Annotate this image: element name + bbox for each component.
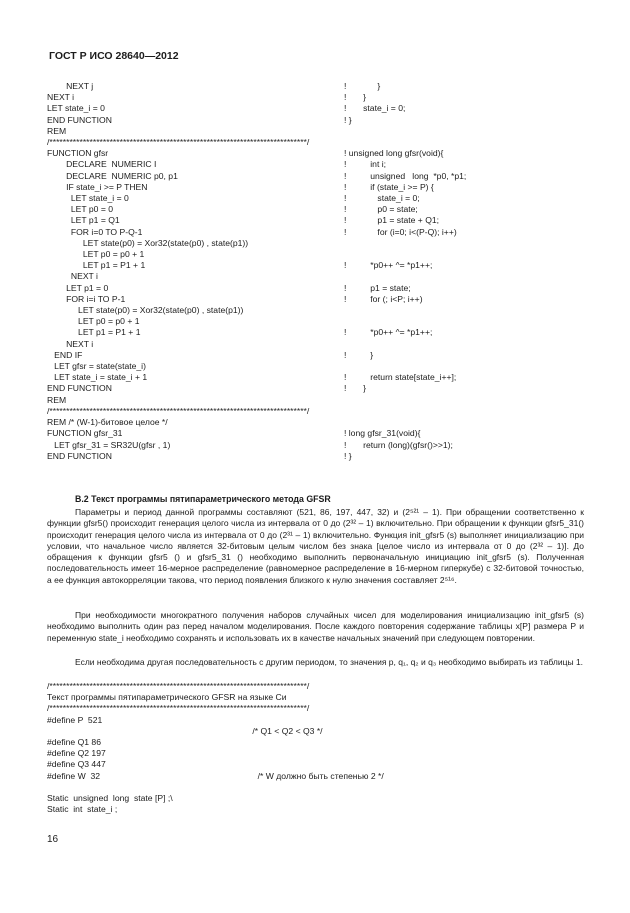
- code-line: LET state_i = 0: [47, 193, 129, 204]
- paragraph-1: [47, 507, 584, 586]
- code-line: Текст программы пятипараметрического GFSR на языке Си: [47, 692, 287, 703]
- code-line: ! state_i = 0;: [344, 103, 406, 114]
- code-line: LET gfsr_31 = SR32U(gfsr , 1): [47, 439, 171, 450]
- code-line: #define Q3 447: [47, 759, 106, 770]
- code-line: FUNCTION gfsr: [47, 148, 109, 159]
- c-source-listing: [47, 681, 384, 815]
- code-line: ! }: [344, 349, 374, 360]
- code-line: /*****************************************************************************/: [47, 405, 310, 416]
- code-line: LET p0 = p0 + 1: [47, 249, 145, 260]
- code-line: [344, 238, 466, 249]
- code-line: LET p1 = Q1: [47, 215, 120, 226]
- code-line: REM: [47, 394, 67, 405]
- code-line: Static unsigned long state [P] ;\: [47, 793, 173, 804]
- code-line: [344, 395, 466, 406]
- basic-code-listing: [47, 81, 309, 462]
- paragraph-3-text: Если необходима другая последовательность с другим периодом, то значения p, q₁, q₂ и q₃ необходимо выбирать из таблицы 1.: [75, 657, 584, 667]
- code-line: [344, 406, 466, 417]
- code-line: [344, 417, 466, 428]
- code-line: /*****************************************************************************/: [47, 681, 310, 691]
- code-line: FOR i=0 TO P-Q-1: [47, 226, 143, 237]
- code-line: DECLARE NUMERIC I: [47, 159, 157, 170]
- code-line: LET state(p0) = Xor32(state(p0) , state(p1)): [47, 237, 249, 248]
- code-line: [344, 249, 466, 260]
- code-line: [47, 782, 384, 793]
- code-line: #define W 32 /* W должно быть степенью 2 */: [47, 770, 384, 781]
- code-line: #define P 521: [47, 714, 103, 725]
- code-line: END FUNCTION: [47, 383, 112, 394]
- paragraph-2-text: При необходимости многократного получения наборов случайных чисел для моделирования инициализацию init_gfsr5 (s) необходимо выполнить один раз перед началом моделирования. После каждого повторения содержание таблицы x[P] размера P и переменную state_i необходимо сохранять и использовать их в качестве начальных значений при следующем повторении.: [47, 610, 584, 643]
- code-line: [344, 361, 466, 372]
- code-line: LET state_i = 0: [47, 103, 105, 114]
- page-header: ГОСТ Р ИСО 28640—2012: [49, 50, 179, 62]
- code-line: [344, 271, 466, 282]
- code-line: ! *p0++ ^= *p1++;: [344, 327, 433, 338]
- code-line: NEXT i: [47, 271, 98, 282]
- code-line: NEXT i: [47, 92, 75, 103]
- code-line: ! int i;: [344, 159, 387, 170]
- code-line: ! }: [344, 383, 366, 394]
- code-line: ! unsigned long gfsr(void){: [344, 148, 444, 159]
- code-line: NEXT i: [47, 338, 94, 349]
- code-line: REM /* (W-1)-битовое целое */: [47, 417, 168, 428]
- code-line: END FUNCTION: [47, 114, 112, 125]
- code-line: ! }: [344, 92, 366, 103]
- code-line: LET p1 = P1 + 1: [47, 260, 146, 271]
- code-line: LET p1 = P1 + 1: [47, 327, 141, 338]
- code-line: [344, 305, 466, 316]
- code-line: FOR i=i TO P-1: [47, 293, 126, 304]
- code-line: ! }: [344, 114, 352, 125]
- c-code-listing: [344, 81, 466, 462]
- code-line: ! p1 = state + Q1;: [344, 215, 440, 226]
- code-line: ! for (i=0; i<(P-Q); i++): [344, 226, 457, 237]
- code-line: #define Q1 86: [47, 737, 101, 748]
- code-line: ! unsigned long *p0, *p1;: [344, 170, 467, 181]
- code-line: ! }: [344, 450, 352, 461]
- code-line: LET state_i = state_i + 1: [47, 372, 148, 383]
- code-line: ! return (long)(gfsr()>>1);: [344, 439, 453, 450]
- code-line: [344, 137, 466, 148]
- page-number: 16: [47, 834, 59, 845]
- code-line: ! return state[state_i++];: [344, 372, 457, 383]
- code-line: /*****************************************************************************/: [47, 703, 310, 714]
- code-line: ! if (state_i >= P) {: [344, 181, 434, 192]
- code-line: LET p0 = 0: [47, 204, 114, 215]
- code-line: ! }: [344, 81, 381, 91]
- code-line: FUNCTION gfsr_31: [47, 428, 123, 439]
- code-line: /*****************************************************************************/: [47, 137, 310, 148]
- code-line: ! p0 = state;: [344, 204, 418, 215]
- code-line: LET gfsr = state(state_i): [47, 361, 146, 372]
- code-line: LET p0 = p0 + 1: [47, 316, 140, 327]
- code-line: ! *p0++ ^= *p1++;: [344, 260, 433, 271]
- code-line: END IF: [47, 349, 83, 360]
- paragraph-1-text: Параметры и период данной программы составляют (521, 86, 197, 447, 32) и (2⁵²¹ – 1). При обращении соответственно к функции gfsr5() происходит генерация целого числа из интервала от 0 до (2³² – 1) включительно. При обращении к функции gfsr5_31() происходит генерация целого числа из интервала от 0 до (2³¹ – 1) включительно. Функция init_gfsr5 (s) выполняет инициализацию при условии, что начальное число является 32-битовым целым числом без знака [целое число из интервала от 0 до (2³² – 1)]. До обращения к функции gfsr5 () и gfsr5_31 () необходимо выполнить первоначальную инициацию init_gfsr5 (s). Полученная последовательность имеет 16-мерное распределение (равномерное распределение в 16-мерном гиперкубе) с 32-битовой точностью, а ее функция автокорреляции такова, что период появления близкого к нулю значения составляет 2⁵¹⁶.: [47, 507, 584, 585]
- section-title: В.2 Текст программы пятипараметрического метода GFSR: [75, 494, 331, 504]
- code-line: LET p1 = 0: [47, 282, 109, 293]
- code-line: Static int state_i ;: [47, 804, 118, 815]
- code-line: [344, 316, 466, 327]
- code-line: IF state_i >= P THEN: [47, 181, 148, 192]
- code-line: [344, 126, 466, 137]
- paragraph-3: [47, 657, 584, 668]
- code-line: NEXT j: [47, 81, 94, 91]
- code-line: ! p1 = state;: [344, 282, 411, 293]
- code-line: /* Q1 < Q2 < Q3 */: [47, 725, 323, 736]
- code-line: LET state(p0) = Xor32(state(p0) , state(p1)): [47, 305, 244, 316]
- code-line: ! for (; i<P; i++): [344, 293, 423, 304]
- paragraph-2: [47, 610, 584, 644]
- code-line: REM: [47, 125, 67, 136]
- code-line: [344, 339, 466, 350]
- code-line: ! state_i = 0;: [344, 193, 420, 204]
- code-line: #define Q2 197: [47, 748, 106, 759]
- code-line: DECLARE NUMERIC p0, p1: [47, 170, 178, 181]
- code-line: ! long gfsr_31(void){: [344, 428, 421, 439]
- code-line: END FUNCTION: [47, 450, 112, 461]
